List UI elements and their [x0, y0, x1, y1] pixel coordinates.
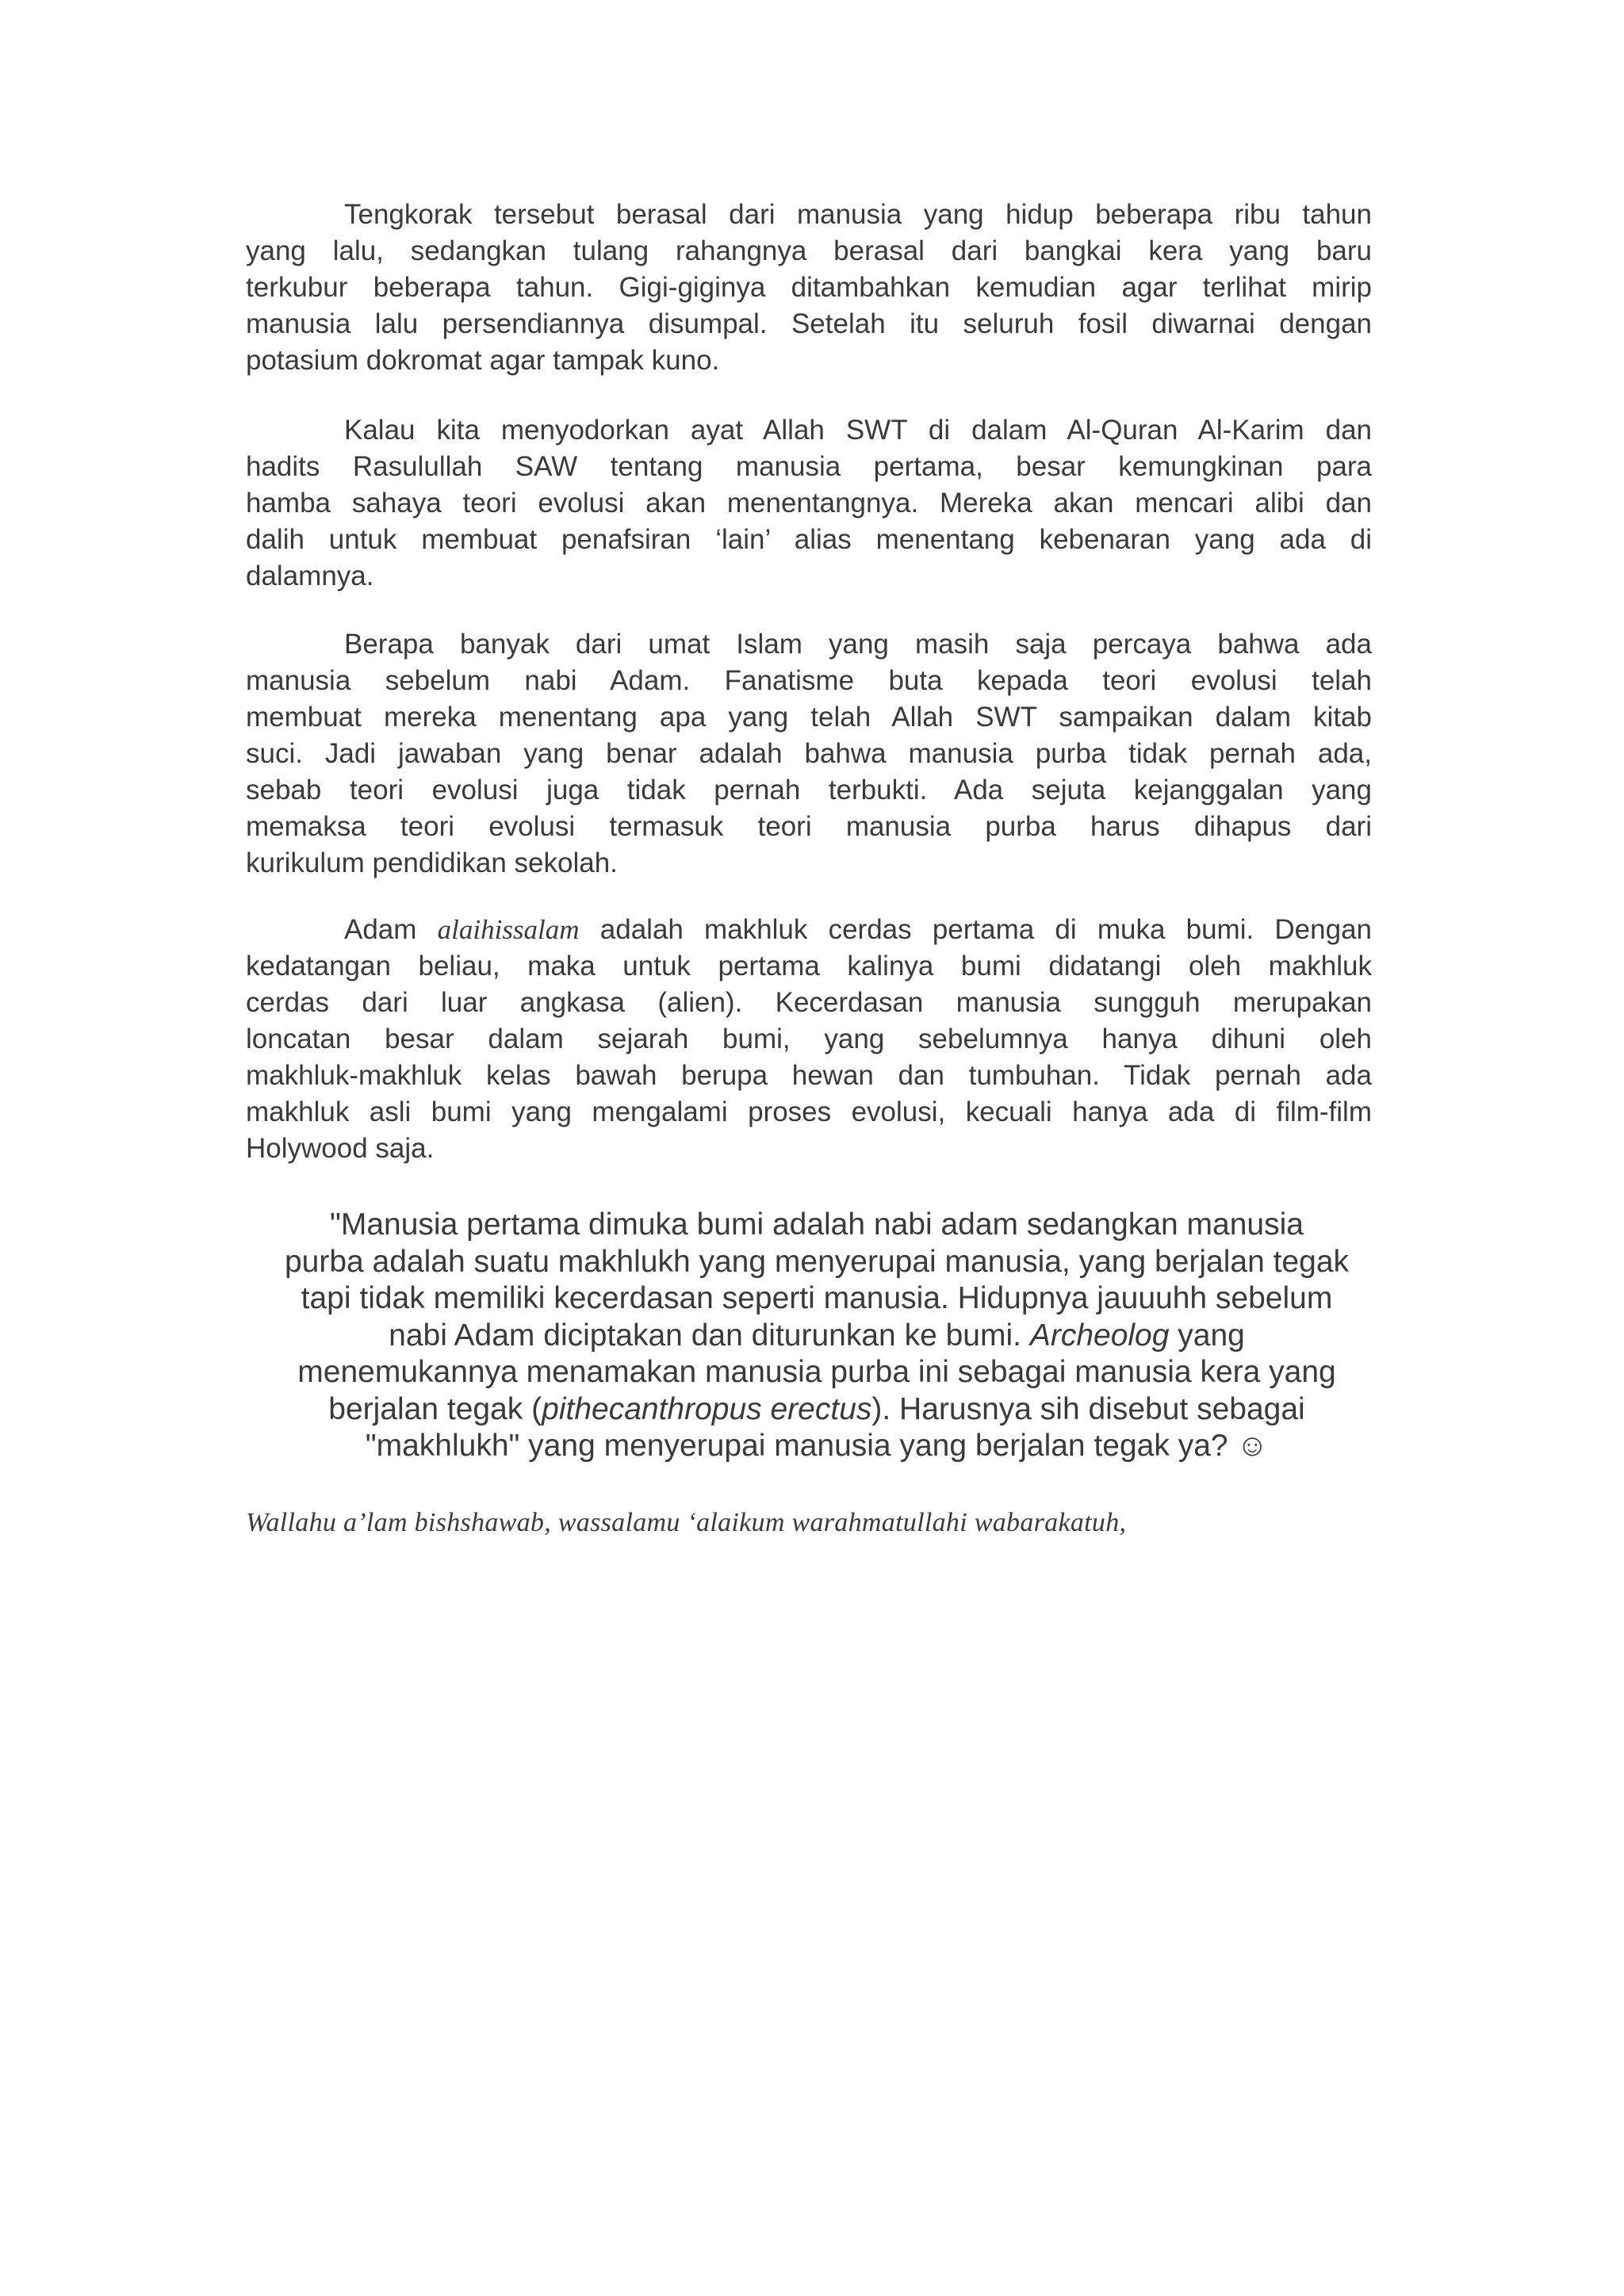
- paragraph-2-line: dalamnya.: [246, 561, 374, 591]
- paragraph-1: [246, 197, 1372, 379]
- paragraph-4: [246, 912, 1372, 1167]
- italic-term-pithecanthropus: pithecanthropus erectus: [542, 1391, 872, 1426]
- quote-line: "makhlukh" yang menyerupai manusia yang berjalan tegak ya? ☺: [365, 1429, 1269, 1463]
- paragraph-4-first-line-rest: adalah makhluk cerdas pertama di muka bumi. Dengan: [599, 914, 1372, 945]
- paragraph-1-line: terkubur beberapa tahun. Gigi-giginya ditambahkan kemudian agar terlihat mirip: [246, 272, 1372, 303]
- paragraph-3-line: sebab teori evolusi juga tidak pernah terbukti. Ada sejuta kejanggalan yang: [246, 775, 1372, 806]
- paragraph-1-line: Tengkorak tersebut berasal dari manusia yang hidup beberapa ribu tahun: [344, 199, 1372, 230]
- quote-block: [238, 1207, 1396, 1465]
- paragraph-1-line: yang lalu, sedangkan tulang rahangnya berasal dari bangkai kera yang baru: [246, 235, 1372, 266]
- paragraph-3-line: membuat mereka menentang apa yang telah Allah SWT sampaikan dalam kitab: [246, 702, 1372, 733]
- paragraph-1-line: manusia lalu persendiannya disumpal. Setelah itu seluruh fosil diwarnai dengan: [246, 308, 1372, 339]
- paragraph-2: [246, 412, 1372, 595]
- paragraph-3-line: Berapa banyak dari umat Islam yang masih saja percaya bahwa ada: [344, 629, 1372, 660]
- paragraph-3: [246, 626, 1372, 882]
- quote-line: [238, 1391, 1396, 1429]
- quote-line: menemukannya menamakan manusia purba ini sebagai manusia kera yang: [297, 1355, 1336, 1389]
- paragraph-4-line: cerdas dari luar angkasa (alien). Kecerdasan manusia sungguh merupakan: [246, 987, 1372, 1018]
- paragraph-3-line: memaksa teori evolusi termasuk teori manusia purba harus dihapus dari: [246, 811, 1372, 842]
- quote-line: "Manusia pertama dimuka bumi adalah nabi adam sedangkan manusia: [330, 1207, 1304, 1242]
- paragraph-2-line: dalih untuk membuat penafsiran ‘lain’ alias menentang kebenaran yang ada di: [246, 524, 1372, 555]
- paragraph-3-line: kurikulum pendidikan sekolah.: [246, 848, 618, 878]
- quote-line-6-before: berjalan tegak (: [328, 1391, 542, 1426]
- paragraph-4-line: Holywood saja.: [246, 1133, 435, 1164]
- paragraph-4-first-word: Adam: [344, 914, 417, 945]
- quote-line-4-before: nabi Adam diciptakan dan diturunkan ke bumi.: [389, 1318, 1021, 1353]
- quote-line: tapi tidak memiliki kecerdasan seperti manusia. Hidupnya jauuuhh sebelum: [301, 1281, 1333, 1315]
- closing-salutation: Wallahu a’lam bishshawab, wassalamu ‘alaikum warahmatullahi wabarakatuh,: [246, 1508, 1127, 1537]
- paragraph-3-line: manusia sebelum nabi Adam. Fanatisme buta kepada teori evolusi telah: [246, 665, 1372, 696]
- italic-term-archeolog: Archeolog: [1029, 1318, 1170, 1353]
- quote-line-4-after: yang: [1178, 1318, 1245, 1353]
- paragraph-4-line: makhluk asli bumi yang mengalami proses evolusi, kecuali hanya ada di film-film: [246, 1096, 1372, 1127]
- paragraph-2-line: hadits Rasulullah SAW tentang manusia pertama, besar kemungkinan para: [246, 451, 1372, 482]
- paragraph-1-line: potasium dokromat agar tampak kuno.: [246, 345, 720, 376]
- paragraph-2-line: hamba sahaya teori evolusi akan menentangnya. Mereka akan mencari alibi dan: [246, 488, 1372, 519]
- quote-line-6-after: ). Harusnya sih disebut sebagai: [871, 1391, 1305, 1426]
- paragraph-3-line: suci. Jadi jawaban yang benar adalah bahwa manusia purba tidak pernah ada,: [246, 738, 1372, 769]
- paragraph-4-line: kedatangan beliau, maka untuk pertama kalinya bumi didatangi oleh makhluk: [246, 951, 1372, 982]
- italic-term-alaihissalam: alaihissalam: [437, 914, 580, 945]
- quote-line: [238, 1318, 1396, 1355]
- paragraph-4-first-line: [246, 912, 1372, 948]
- paragraph-4-line: makhluk-makhluk kelas bawah berupa hewan dan tumbuhan. Tidak pernah ada: [246, 1060, 1372, 1091]
- paragraph-2-line: Kalau kita menyodorkan ayat Allah SWT di dalam Al-Quran Al-Karim dan: [344, 415, 1372, 446]
- quote-line: purba adalah suatu makhlukh yang menyerupai manusia, yang berjalan tegak: [284, 1244, 1350, 1279]
- paragraph-4-line: loncatan besar dalam sejarah bumi, yang sebelumnya hanya dihuni oleh: [246, 1024, 1372, 1054]
